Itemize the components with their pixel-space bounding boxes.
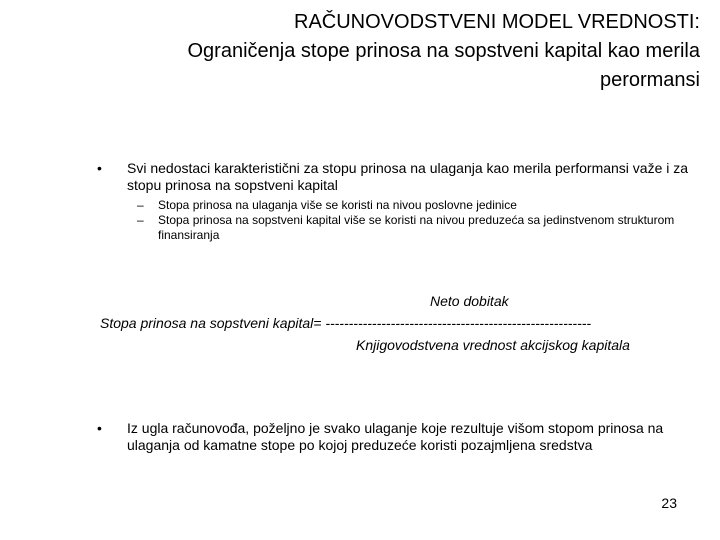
sub-text: Stopa prinosa na ulaganja više se koristi na nivou poslovne jedinice <box>158 198 517 212</box>
sub-marker: – <box>137 213 144 227</box>
bullet-marker: • <box>97 420 102 436</box>
bullet-marker: • <box>97 160 102 176</box>
bullet-item-1 <box>97 160 697 243</box>
title-line-2: Ograničenja stope prinosa na sopstveni kapital kao merila <box>187 40 700 62</box>
title-line-3: perormansi <box>599 69 700 91</box>
formula-numerator: Neto dobitak <box>430 293 509 309</box>
bullet-item-2 <box>97 420 697 454</box>
sub-item-1 <box>137 198 697 213</box>
formula-denominator: Knjigovodstvena vrednost akcijskog kapitala <box>356 337 630 353</box>
sub-list <box>137 198 697 243</box>
formula-lhs: Stopa prinosa na sopstveni kapital= --------------------------------------------------------- <box>100 315 592 331</box>
slide-title <box>40 8 700 95</box>
page-number: 23 <box>661 495 677 511</box>
bullet-text: Iz ugla računovođa, poželjno je svako ulaganje koje rezultuje višom stopom prinosa na ulaganja od kamatne stope po kojoj preduzeće koristi pozajmljena sredstva <box>127 420 664 453</box>
sub-item-2 <box>137 213 697 243</box>
title-line-1: RAČUNOVODSTVENI MODEL VREDNOSTI: <box>294 11 700 33</box>
sub-text: Stopa prinosa na sopstveni kapital više se koristi na nivou preduzeća sa jedinstvenom strukturom finansiranja <box>158 213 675 242</box>
bullet-text: Svi nedostaci karakteristični za stopu prinosa na ulaganja kao merila performansi važe i za stopu prinosa na sopstveni kapital <box>127 160 689 193</box>
sub-marker: – <box>137 198 144 212</box>
